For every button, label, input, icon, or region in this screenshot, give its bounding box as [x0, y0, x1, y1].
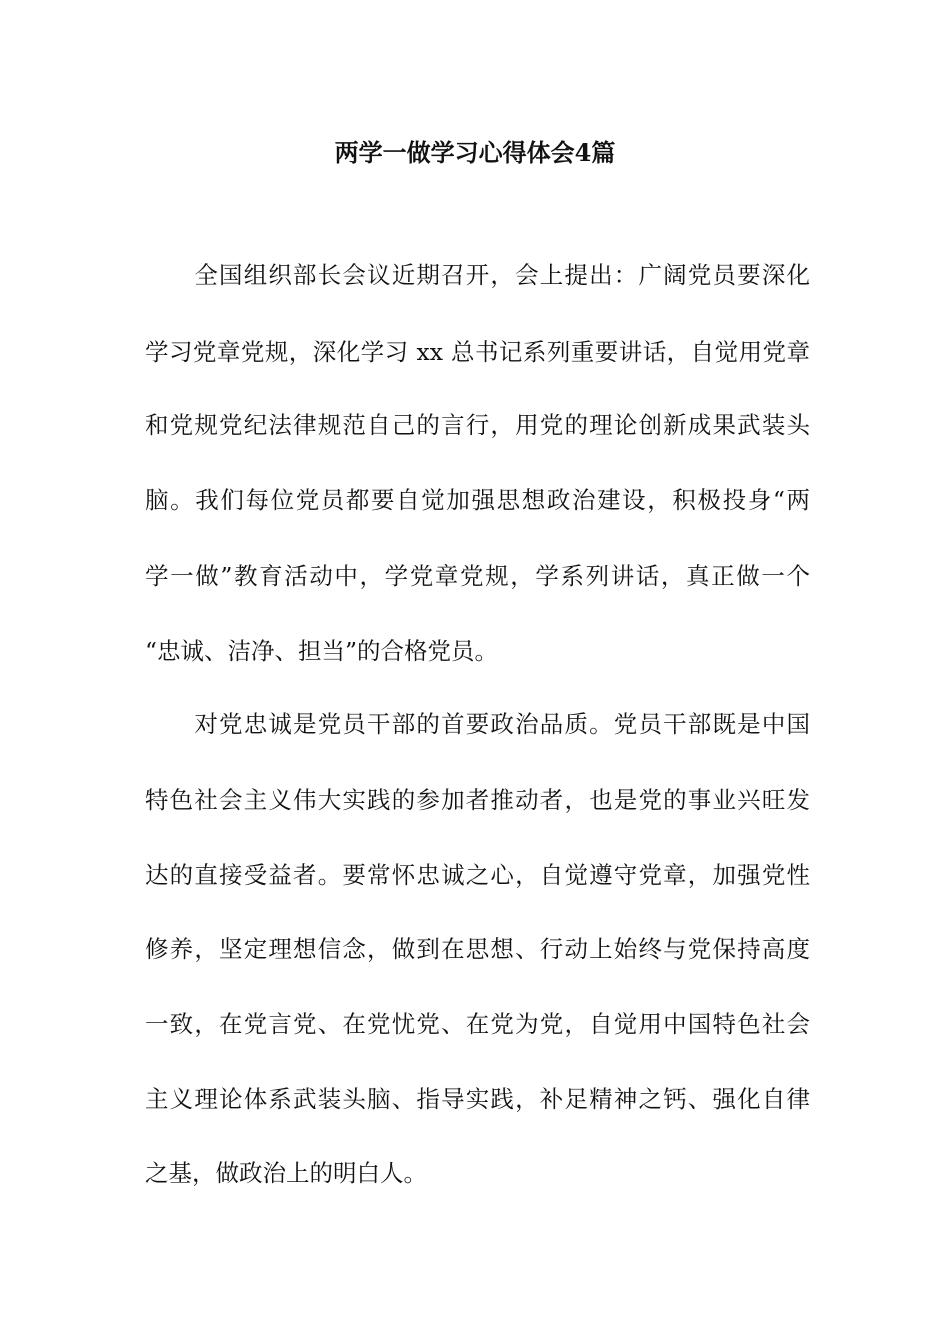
paragraph-line: 之基，做政治上的明白人。 — [145, 1159, 427, 1187]
paragraph-line: 学习党章党规，深化学习 xx 总书记系列重要讲话，自觉用党章 — [145, 338, 810, 366]
paragraph-line: 全国组织部长会议近期召开，会上提出：广阔党员要深化 — [145, 261, 810, 289]
paragraph-line: 达的直接受益者。要常怀忠诚之心，自觉遵守党章，加强党性 — [145, 861, 810, 889]
paragraph-line: 和党规党纪法律规范自己的言行，用党的理论创新成果武装头 — [145, 411, 810, 439]
paragraph-line: 修养，坚定理想信念，做到在思想、行动上始终与党保持高度 — [145, 935, 810, 963]
document-title: 两学一做学习心得体会4篇 — [334, 138, 616, 167]
paragraph-line: 主义理论体系武装头脑、指导实践，补足精神之钙、强化自律 — [145, 1085, 810, 1113]
paragraph-line: 特色社会主义伟大实践的参加者推动者，也是党的事业兴旺发 — [145, 786, 810, 814]
paragraph-line: 一致，在党言党、在党忧党、在党为党，自觉用中国特色社会 — [145, 1010, 810, 1038]
paragraph-line: 脑。我们每位党员都要自觉加强思想政治建设，积极投身“两 — [145, 486, 810, 514]
paragraph-line: “忠诚、洁净、担当”的合格党员。 — [145, 637, 499, 665]
paragraph-line: 对党忠诚是党员干部的首要政治品质。党员干部既是中国 — [145, 710, 810, 738]
paragraph-line: 学一做”教育活动中，学党章党规，学系列讲话，真正做一个 — [145, 562, 810, 590]
